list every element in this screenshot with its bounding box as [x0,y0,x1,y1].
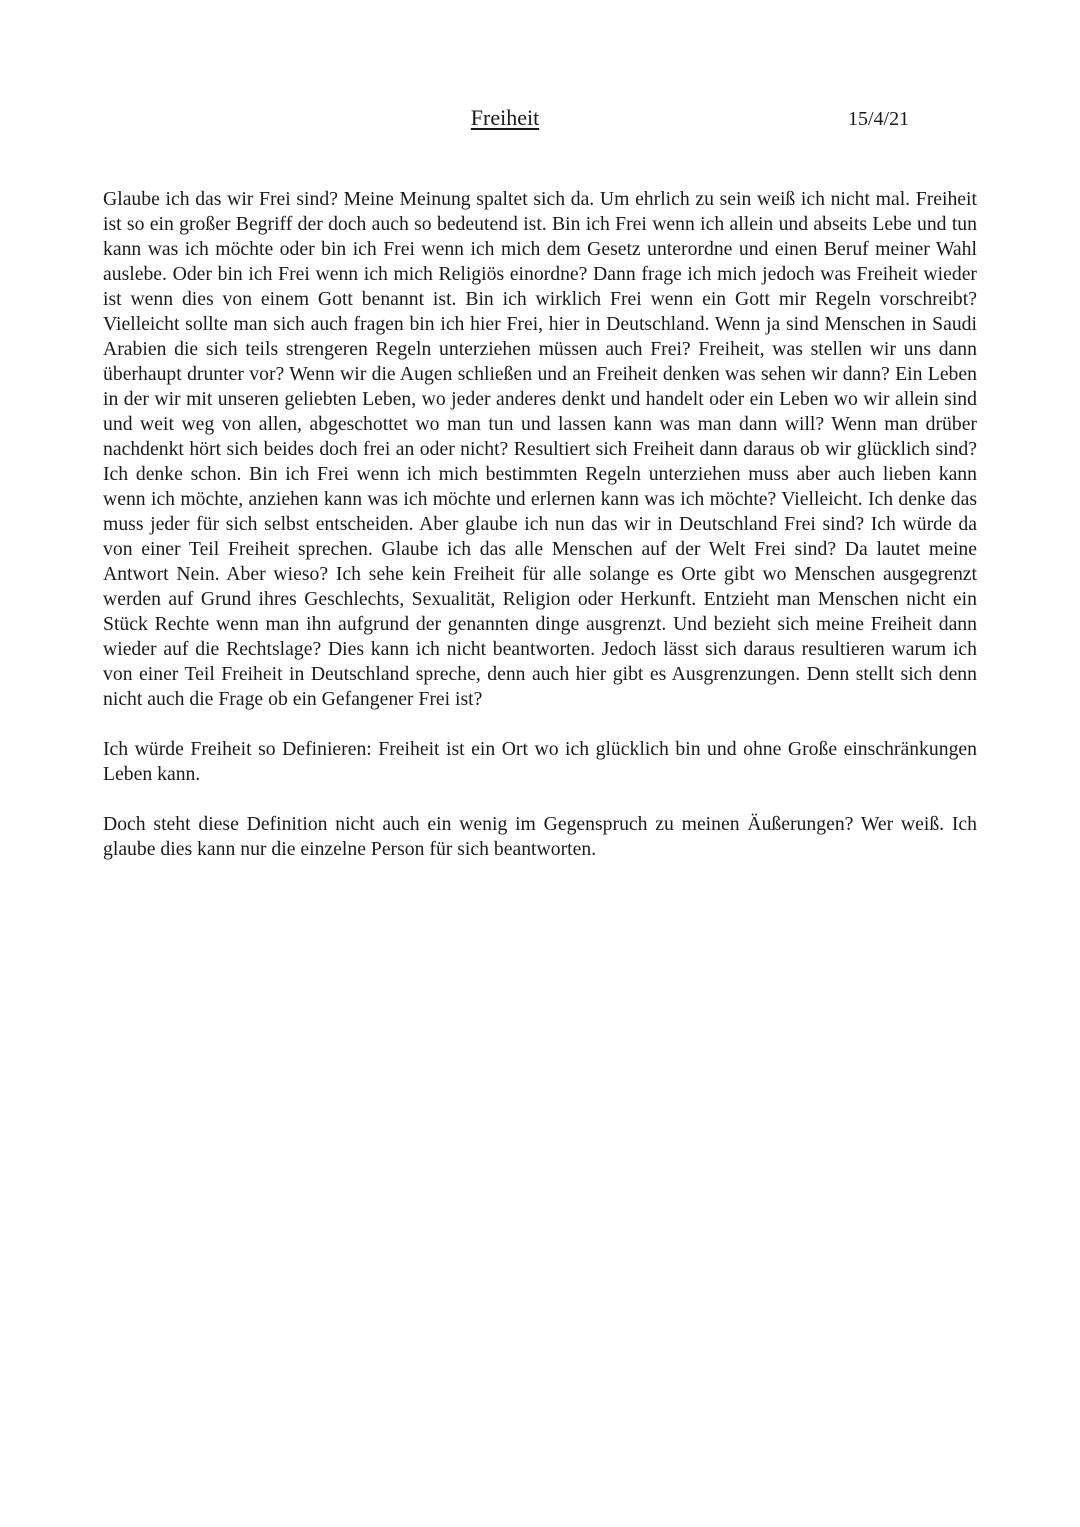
paragraph-3: Doch steht diese Definition nicht auch ein wenig im Gegenspruch zu meinen Äußerungen? Wer weiß. Ich glaube dies kann nur die einzelne Person für sich beantworten. [103,813,977,860]
paragraph-2: Ich würde Freiheit so Definieren: Freiheit ist ein Ort wo ich glücklich bin und ohne Große einschränkungen Leben kann. [103,738,977,785]
document-body [103,187,977,887]
document-date: 15/4/21 [848,108,910,130]
paragraph-1: Glaube ich das wir Frei sind? Meine Meinung spaltet sich da. Um ehrlich zu sein weiß ich nicht mal. Freiheit ist so ein großer Begriff der doch auch so bedeutend ist. Bin ich Frei wenn ich allein und abseits Lebe und tun kann was ich möchte oder bin ich Frei wenn ich mich dem Gesetz unterordne und einen Beruf meiner Wahl auslebe. Oder bin ich Frei wenn ich mich Religiös einordne? Dann frage ich mich jedoch was Freiheit wieder ist wenn dies von einem Gott benannt ist. Bin ich wirklich Frei wenn ein Gott mir Regeln vorschreibt? Vielleicht sollte man sich auch fragen bin ich hier Frei, hier in Deutschland. Wenn ja sind Menschen in Saudi Arabien die sich teils strengeren Regeln unterziehen müssen auch Frei? Freiheit, was stellen wir uns dann überhaupt drunter vor? Wenn wir die Augen schließen und an Freiheit denken was sehen wir dann? Ein Leben in der wir mit unseren geliebten Leben, wo jeder anderes denkt und handelt oder ein Leben wo wir allein sind und weit weg von allen, abgeschottet wo man tun und lassen kann was man dann will? Wenn man drüber nachdenkt hört sich beides doch frei an oder nicht? Resultiert sich Freiheit dann daraus ob wir glücklich sind? Ich denke schon. Bin ich Frei wenn ich mich bestimmten Regeln unterziehen muss aber auch lieben kann wenn ich möchte, anziehen kann was ich möchte und erlernen kann was ich möchte? Vielleicht. Ich denke das muss jeder für sich selbst entscheiden. Aber glaube ich nun das wir in Deutschland Frei sind? Ich würde da von einer Teil Freiheit sprechen. Glaube ich das alle Menschen auf der Welt Frei sind? Da lautet meine Antwort Nein. Aber wieso? Ich sehe kein Freiheit für alle solange es Orte gibt wo Menschen ausgegrenzt werden auf Grund ihres Geschlechts, Sexualität, Religion oder Herkunft. Entzieht man Menschen nicht ein Stück Rechte wenn man ihn aufgrund der genannten dinge ausgrenzt. Und bezieht sich meine Freiheit dann wieder auf die Rechtslage? Dies kann ich nicht beantworten. Jedoch lässt sich daraus resultieren warum ich von einer Teil Freiheit in Deutschland spreche, denn auch hier gibt es Ausgrenzungen. Denn stellt sich denn nicht auch die Frage ob ein Gefangener Frei ist? [103,188,977,710]
document-title: Freiheit [470,105,540,130]
